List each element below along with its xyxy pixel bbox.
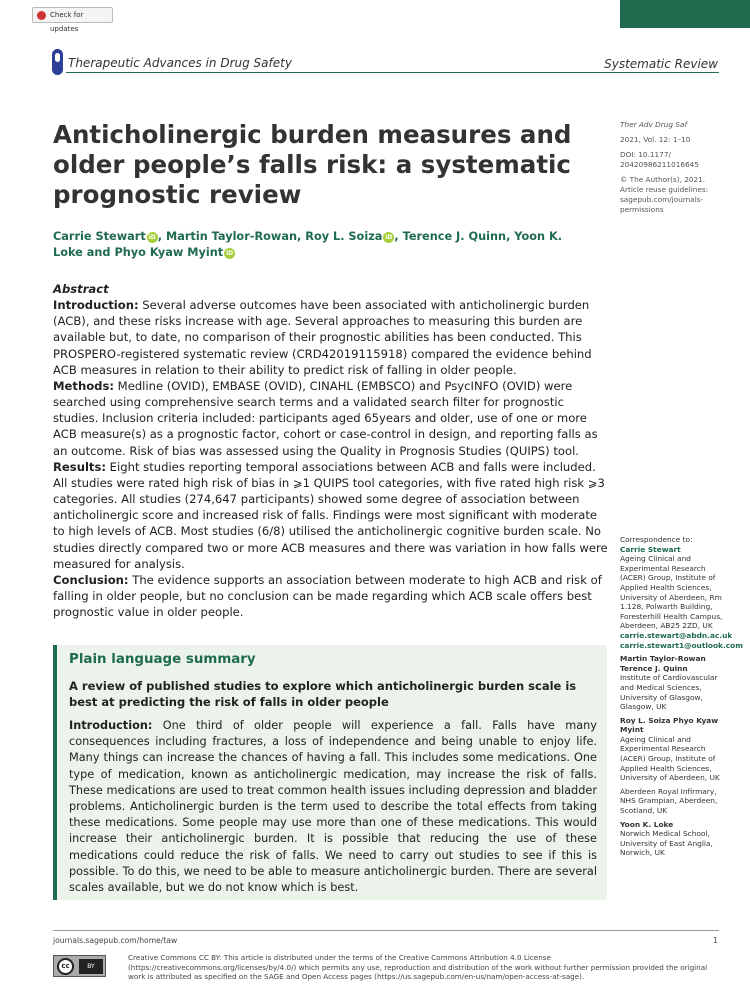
email-link[interactable]: carrie.stewart@abdn.ac.uk xyxy=(620,630,733,640)
correspondence-label: Correspondence to: xyxy=(620,535,693,544)
article-type: Systematic Review xyxy=(604,57,718,71)
volume-info: 2021, Vol. 12: 1–10 xyxy=(620,135,691,144)
cc-by-mark: BY xyxy=(79,959,103,974)
plain-language-summary xyxy=(53,645,607,900)
correspondence-block xyxy=(620,535,743,862)
pls-subtitle: A review of published studies to explore which anticholinergic burden scale is best at predicting the risk of falls in older people xyxy=(69,679,577,709)
orcid-icon[interactable]: iD xyxy=(226,250,234,257)
affiliation-names: Roy L. Soiza Phyo Kyaw Myint xyxy=(620,715,719,735)
section-text: One third of older people will experience a fall. Falls have many consequences including fractures, a loss of independence and being unable to enjoy life. Many things can increase the chances of having a fall. This includes some medications. One type of medication, known as anticholinergic medication, may increase the risk of falls. These medications are used to treat common health issues including depression and bladder problems. Anticholinergic burden is the term used to describe the total effects from taking these medications. Some people may use more than one of these medications. This would increase their anticholinergic burden. It is possible that reducing the use of these medications could reduce the risk of falls. We need to carry out studies to see if this is possible. To do this, we need to be able to measure anticholinergic burden. There are several scales available, but we do not know which is best. xyxy=(69,719,597,895)
affiliation-text: Ageing Clinical and Experimental Research (ACER) Group, Institute of Applied Health Sciences, University of Aberdeen, UK xyxy=(620,734,720,783)
section-label: Methods: xyxy=(53,378,114,393)
affiliation-text: Aberdeen Royal Infirmary, NHS Grampian, Aberdeen, Scotland, UK xyxy=(620,786,718,816)
doi[interactable]: DOI: 10.1177/ 20420986211016645 xyxy=(620,150,699,169)
corner-color-block xyxy=(620,0,750,28)
check-for-updates-badge[interactable] xyxy=(32,7,113,33)
abstract-results xyxy=(53,459,608,572)
journal-url-link[interactable]: journals.sagepub.com/home/taw xyxy=(53,936,178,945)
journal-name: Therapeutic Advances in Drug Safety xyxy=(68,56,292,70)
creative-commons-icon[interactable] xyxy=(53,955,106,977)
correspondence-address: Ageing Clinical and Experimental Research (ACER) Group, Institute of Applied Health Sciences, University of Aberdeen, Rm 1.128, Polwarth Building, Foresterhill Health Campus, Aberdeen, AB25 2ZD, UK xyxy=(620,554,723,631)
email-link[interactable]: carrie.stewart1@outlook.com xyxy=(620,640,743,650)
header-divider xyxy=(66,72,719,73)
author-name: , Terence J. Quinn, Yoon K. Loke and Phyo Kyaw Myint xyxy=(53,230,562,259)
copyright: © The Author(s), 2021. Article reuse guidelines: sagepub.com/journals-permissions xyxy=(620,175,709,214)
abstract-introduction xyxy=(53,297,608,378)
section-text: Medline (OVID), EMBASE (OVID), CINAHL (EMBSCO) and PsycINFO (OVID) were searched using comprehensive search terms and a validated search filter for prognostic studies. Inclusion criteria included: participants aged 65years and older, use of one or more ACB measure(s) as a prognostic factor, cohort or case-control in design, and reporting falls as an outcome. Risk of bias was assessed using the Quality in Prognosis Studies (QUIPS) tool. xyxy=(53,378,598,458)
section-label: Introduction: xyxy=(53,298,139,313)
section-label: Conclusion: xyxy=(53,572,129,587)
section-text: The evidence supports an association between moderate to high ACB and risk of falling in older people, but no conclusion can be made regarding which ACB scale offers best prognostic value in older people. xyxy=(53,572,602,620)
journal-logo-icon xyxy=(52,49,63,75)
section-text: Several adverse outcomes have been associated with anticholinergic burden (ACB), and these risks increase with age. Several approaches to measuring this burden are available but, to date, no comparison of their prognostic abilities has been conducted. This PROSPERO-registered systematic review (CRD42019115918) compared the evidence behind ACB measures in relation to their ability to predict risk of falling in older people. xyxy=(53,298,592,377)
abstract-conclusion xyxy=(53,572,608,620)
abstract-methods xyxy=(53,378,608,459)
author-list xyxy=(53,229,573,261)
pls-heading: Plain language summary xyxy=(69,652,256,667)
correspondence-name: Carrie Stewart xyxy=(620,544,681,554)
affiliation-names: Martin Taylor-Rowan Terence J. Quinn xyxy=(620,654,706,673)
abstract-heading: Abstract xyxy=(53,282,109,296)
orcid-icon[interactable]: iD xyxy=(385,234,393,241)
page-number: 1 xyxy=(713,936,718,945)
affiliation-text: Institute of Cardiovascular and Medical Sciences, University of Glasgow, Glasgow, UK xyxy=(620,673,718,712)
license-text: Creative Commons CC BY: This article is distributed under the terms of the Creative Commons Attribution 4.0 License (https://creativecommons.org/licenses/by/4.0/) which permits any use, reproduction and distribution of the work without further permission provided the original work is attributed as specified on the SAGE and Open Access pages (https://us.sagepub.com/en-us/nam/open-access-at-sage). xyxy=(128,953,708,982)
footer-divider xyxy=(53,930,719,931)
affiliation-names: Yoon K. Loke xyxy=(620,819,674,829)
pls-introduction xyxy=(69,718,597,896)
author-name: , Martin Taylor-Rowan, Roy L. Soiza xyxy=(157,230,383,243)
cc-mark: cc xyxy=(57,958,74,975)
section-label: Introduction: xyxy=(69,719,153,732)
section-label: Results: xyxy=(53,459,106,474)
check-updates-icon xyxy=(37,11,46,20)
orcid-icon[interactable]: iD xyxy=(148,234,156,241)
affiliation-text: Norwich Medical School, University of East Anglia, Norwich, UK xyxy=(620,829,713,858)
abstract xyxy=(53,281,608,620)
author-name: Carrie Stewart xyxy=(53,230,146,243)
check-updates-label: Check for updates xyxy=(50,11,84,33)
section-text: Eight studies reporting temporal associations between ACB and falls were included. All studies were rated high risk of bias in ⩾1 QUIPS tool categories, with five rated high risk ⩾3 categories. All studies (274,647 participants) showed some degree of association between anticholinergic score and increased risk of falls. Findings were most significant with moderate to high levels of ACB. Most studies (6/8) utilised the anticholinergic cognitive burden scale. No studies directly compared two or more ACB measures and there was variation in how falls were measured for analysis. xyxy=(53,459,608,571)
journal-abbrev: Ther Adv Drug Saf xyxy=(620,120,688,129)
article-meta xyxy=(620,120,720,220)
article-title: Anticholinergic burden measures and older people’s falls risk: a systematic prognostic review xyxy=(53,120,572,209)
